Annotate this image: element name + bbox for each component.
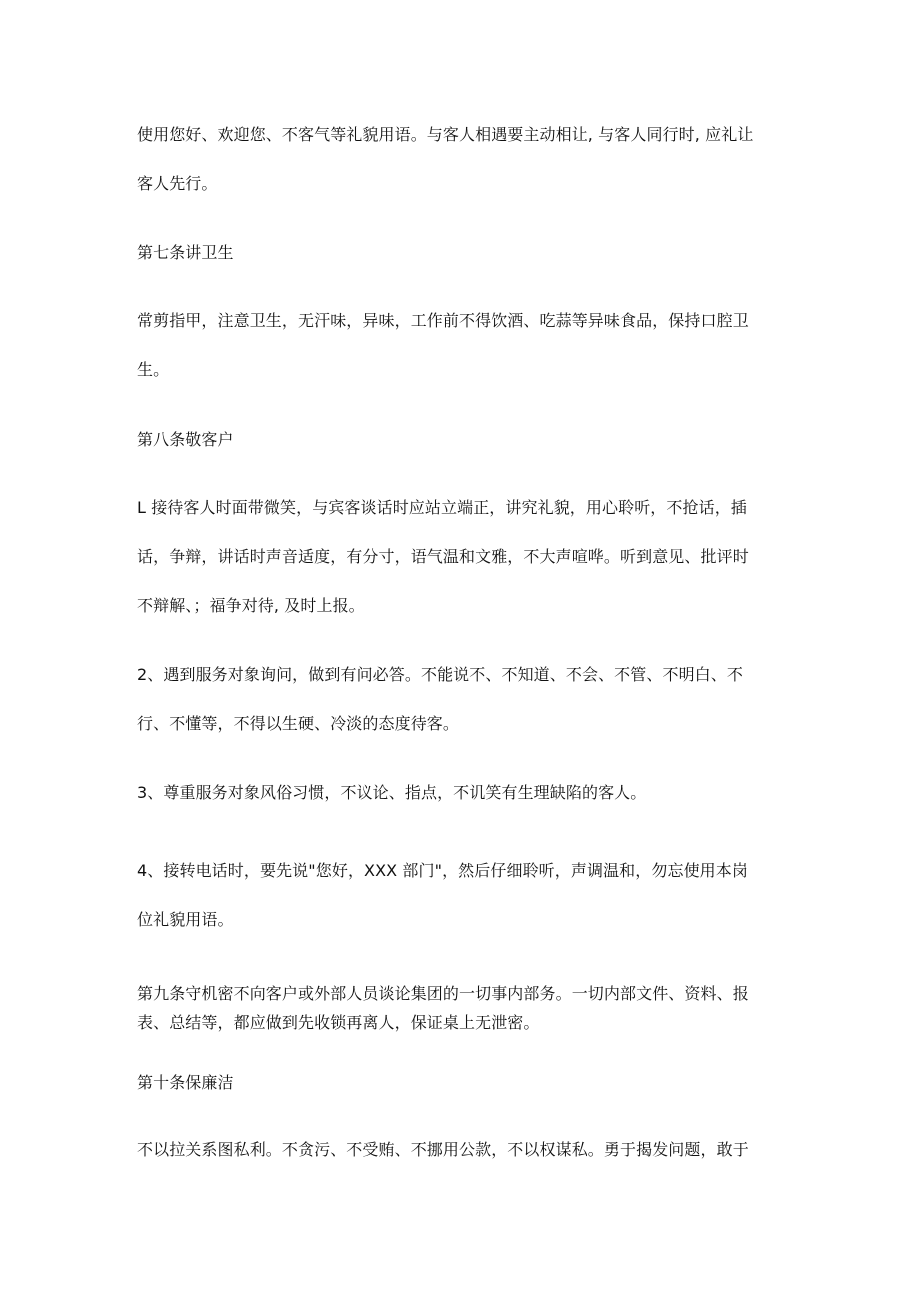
text-line: 生。 — [137, 360, 170, 379]
section-heading: 第十条保廉洁 — [137, 1073, 234, 1092]
text-line: 2、遇到服务对象询问，做到有问必答。不能说不、不知道、不会、不管、不明白、不 — [137, 665, 743, 684]
text-line: 3、尊重服务对象风俗习惯，不议论、指点，不讥笑有生理缺陷的客人。 — [137, 783, 647, 802]
text-line: 不以拉关系图私利。不贪污、不受贿、不挪用公款，不以权谋私。勇于揭发问题，敢于 — [137, 1140, 749, 1159]
text-line: 不辩解、；福争对待, 及时上报。 — [137, 596, 365, 615]
text-line: 行、不懂等，不得以生硬、冷淡的态度待客。 — [137, 714, 460, 733]
text-line: 使用您好、欢迎您、不客气等礼貌用语。与客人相遇要主动相让, 与客人同行时, 应礼让 — [137, 125, 754, 144]
text-line: 表、总结等，都应做到先收锁再离人，保证桌上无泄密。 — [137, 1013, 540, 1032]
text-line: 4、接转电话时，要先说"您好，XXX 部门"，然后仔细聆听，声调温和，勿忘使用本岗 — [137, 861, 748, 880]
text-line: 话，争辩，讲话时声音适度，有分寸，语气温和文雅，不大声喧哗。听到意见、批评时 — [137, 547, 749, 566]
text-line: 常剪指甲，注意卫生，无汗味，异味，工作前不得饮酒、吃蒜等异味食品，保持口腔卫 — [137, 311, 749, 330]
text-line: 位礼貌用语。 — [137, 910, 234, 929]
text-line: L 接待客人时面带微笑，与宾客谈话时应站立端正，讲究礼貌，用心聆听，不抢话，插 — [137, 498, 747, 517]
text-line: 客人先行。 — [137, 174, 218, 193]
section-heading: 第八条敬客户 — [137, 430, 234, 449]
text-line: 第九条守机密不向客户或外部人员谈论集团的一切事内部务。一切内部文件、资料、报 — [137, 984, 749, 1003]
section-heading: 第七条讲卫生 — [137, 243, 234, 262]
